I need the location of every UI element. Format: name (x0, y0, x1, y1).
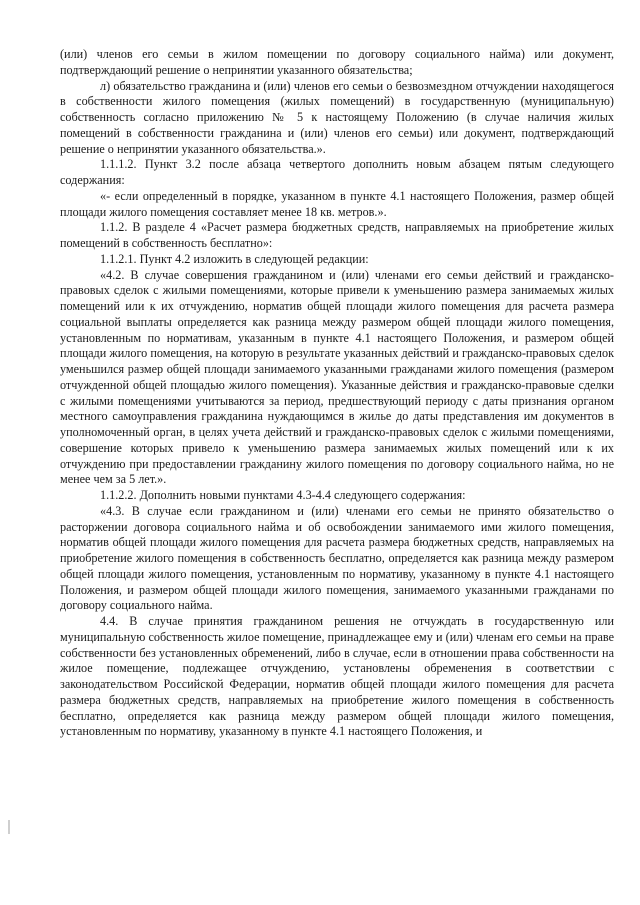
scan-artifact (8, 820, 10, 834)
paragraph: (или) членов его семьи в жилом помещении по договору социального найма) или документ, подтверждающий решение о непринятии указанного обязательства; (60, 47, 614, 77)
paragraph: 1.1.1.2. Пункт 3.2 после абзаца четвертого дополнить новым абзацем пятым следующего содержания: (60, 157, 614, 187)
paragraph: «4.2. В случае совершения гражданином и (или) членами его семьи действий и гражданско-правовых сделок с жилыми помещениями, которые привели к уменьшению размера занимаемых жилых помещений или к их отчуждению, норматив общей площади жилого помещения для расчета размера социальной выплаты определяется как разница между размером общей площади жилого помещения, установленным по нормативам, указанным в пункте 4.1 настоящего Положения, и размером общей площади жилого помещения, на которую в результате указанных действий и гражданско-правовых сделок уменьшился размер общей площади занимаемого указанными гражданами жилого помещения (размером отчужденной общей площадью жилого помещения). Указанные действия и гражданско-правовые сделки с жилыми помещениями учитываются за период, предшествующий периоду с даты признания органом местного самоуправления гражданина нуждающимся в жилье до даты представления им документов в уполномоченный орган, в целях учета действий и гражданско-правовых сделок с жилыми помещениями, совершение которых привело к уменьшению размера занимаемых жилых помещений или к их отчуждению при предоставлении гражданину жилого помещения по договору социального найма, но не менее чем за 5 лет.». (60, 267, 614, 487)
paragraph: 1.1.2. В разделе 4 «Расчет размера бюджетных средств, направляемых на приобретение жилых помещений в собственность бесплатно»: (60, 220, 614, 250)
paragraph: «4.3. В случае если гражданином и (или) членами его семьи не принято обязательство о расторжении договора социального найма и об освобождении занимаемого ими жилого помещения, норматив общей площади жилого помещения для расчета размера бюджетных средств, направляемых на приобретение жилого помещения в собственность бесплатно, определяется как разница между размером общей площади жилого помещения, установленным по нормативу, указанному в пункте 4.1 настоящего Положения, и размером общей площади жилого помещения, занимаемого указанными гражданами по договору социального найма. (60, 503, 614, 613)
paragraph: 1.1.2.2. Дополнить новыми пунктами 4.3-4.4 следующего содержания: (100, 488, 466, 502)
paragraph: л) обязательство гражданина и (или) членов его семьи о безвозмездном отчуждении находящегося в собственности жилого помещения (жилых помещений) в государственную (муниципальную) собственность согласно приложению № 5 к настоящему Положению (в случае наличия жилых помещений в собственности гражданина и (или) членов его семьи) или документ, подтверждающий решение о непринятии указанного обязательства.». (60, 78, 614, 156)
paragraph: «- если определенный в порядке, указанном в пункте 4.1 настоящего Положения, размер общей площади жилого помещения составляет менее 18 кв. метров.». (60, 188, 614, 219)
paragraph: 1.1.2.1. Пункт 4.2 изложить в следующей редакции: (100, 251, 369, 266)
paragraph: 4.4. В случае принятия гражданином решения не отчуждать в государственную или муниципальную собственность жилое помещение, принадлежащее ему и (или) членам его семьи на праве собственности без установленных обременений, либо в случае, если в отношении права собственности на жилое помещение, подлежащее отчуждению, установлены обременения в соответствии с законодательством Российской Федерации, норматив общей площади жилого помещения для расчета размера бюджетных средств, направляемых на приобретение жилого помещения в собственность бесплатно, определяется как разница между размером общей площади жилого помещения, установленным по нормативу, указанному в пункте 4.1 настоящего Положения, и (60, 614, 614, 739)
document-body (60, 47, 614, 740)
